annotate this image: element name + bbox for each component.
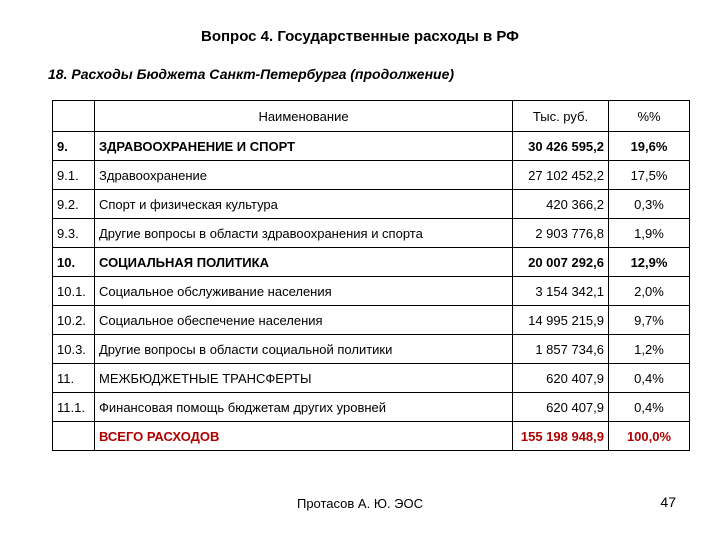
table-row: [53, 364, 690, 393]
row-name: Финансовая помощь бюджетам других уровней: [95, 393, 513, 422]
row-code: 9.2.: [53, 190, 95, 219]
row-name: Другие вопросы в области социальной политики: [95, 335, 513, 364]
row-amount: 30 426 595,2: [513, 132, 609, 161]
row-code: 9.: [53, 132, 95, 161]
row-percent: 1,2%: [609, 335, 690, 364]
table-row: [53, 306, 690, 335]
header-amount: Тыс. руб.: [513, 101, 609, 132]
row-amount: 14 995 215,9: [513, 306, 609, 335]
row-amount: 420 366,2: [513, 190, 609, 219]
row-percent: 2,0%: [609, 277, 690, 306]
table-row: [53, 161, 690, 190]
row-percent: 17,5%: [609, 161, 690, 190]
total-amount: 155 198 948,9: [513, 422, 609, 451]
row-name: ЗДРАВООХРАНЕНИЕ И СПОРТ: [95, 132, 513, 161]
row-amount: 20 007 292,6: [513, 248, 609, 277]
row-name: Социальное обеспечение населения: [95, 306, 513, 335]
header-code: [53, 101, 95, 132]
row-code: 10.1.: [53, 277, 95, 306]
total-row: [53, 422, 690, 451]
slide-subtitle: 18. Расходы Бюджета Санкт-Петербурга (продолжение): [48, 66, 455, 82]
row-name: Другие вопросы в области здравоохранения и спорта: [95, 219, 513, 248]
row-code: 11.: [53, 364, 95, 393]
total-code: [53, 422, 95, 451]
row-percent: 0,3%: [609, 190, 690, 219]
table-header-row: [53, 101, 690, 132]
row-percent: 0,4%: [609, 393, 690, 422]
row-code: 9.3.: [53, 219, 95, 248]
row-name: Социальное обслуживание населения: [95, 277, 513, 306]
table-row: [53, 132, 690, 161]
row-percent: 0,4%: [609, 364, 690, 393]
total-label: ВСЕГО РАСХОДОВ: [95, 422, 513, 451]
row-name: МЕЖБЮДЖЕТНЫЕ ТРАНСФЕРТЫ: [95, 364, 513, 393]
row-code: 10.2.: [53, 306, 95, 335]
header-name: Наименование: [95, 101, 513, 132]
row-percent: 1,9%: [609, 219, 690, 248]
table-row: [53, 248, 690, 277]
row-code: 10.: [53, 248, 95, 277]
table-row: [53, 190, 690, 219]
row-amount: 620 407,9: [513, 364, 609, 393]
budget-table: [52, 100, 690, 451]
row-amount: 27 102 452,2: [513, 161, 609, 190]
page-number: 47: [660, 494, 676, 510]
row-amount: 1 857 734,6: [513, 335, 609, 364]
header-percent: %%: [609, 101, 690, 132]
row-code: 9.1.: [53, 161, 95, 190]
row-name: Спорт и физическая культура: [95, 190, 513, 219]
row-amount: 620 407,9: [513, 393, 609, 422]
table-row: [53, 277, 690, 306]
row-percent: 19,6%: [609, 132, 690, 161]
table-row: [53, 335, 690, 364]
row-amount: 3 154 342,1: [513, 277, 609, 306]
footer-author: Протасов А. Ю. ЭОС: [296, 496, 424, 511]
row-code: 11.1.: [53, 393, 95, 422]
row-name: Здравоохранение: [95, 161, 513, 190]
row-amount: 2 903 776,8: [513, 219, 609, 248]
row-percent: 9,7%: [609, 306, 690, 335]
table-row: [53, 219, 690, 248]
slide-title: Вопрос 4. Государственные расходы в РФ: [200, 28, 519, 45]
row-name: СОЦИАЛЬНАЯ ПОЛИТИКА: [95, 248, 513, 277]
table-row: [53, 393, 690, 422]
total-percent: 100,0%: [609, 422, 690, 451]
row-code: 10.3.: [53, 335, 95, 364]
row-percent: 12,9%: [609, 248, 690, 277]
